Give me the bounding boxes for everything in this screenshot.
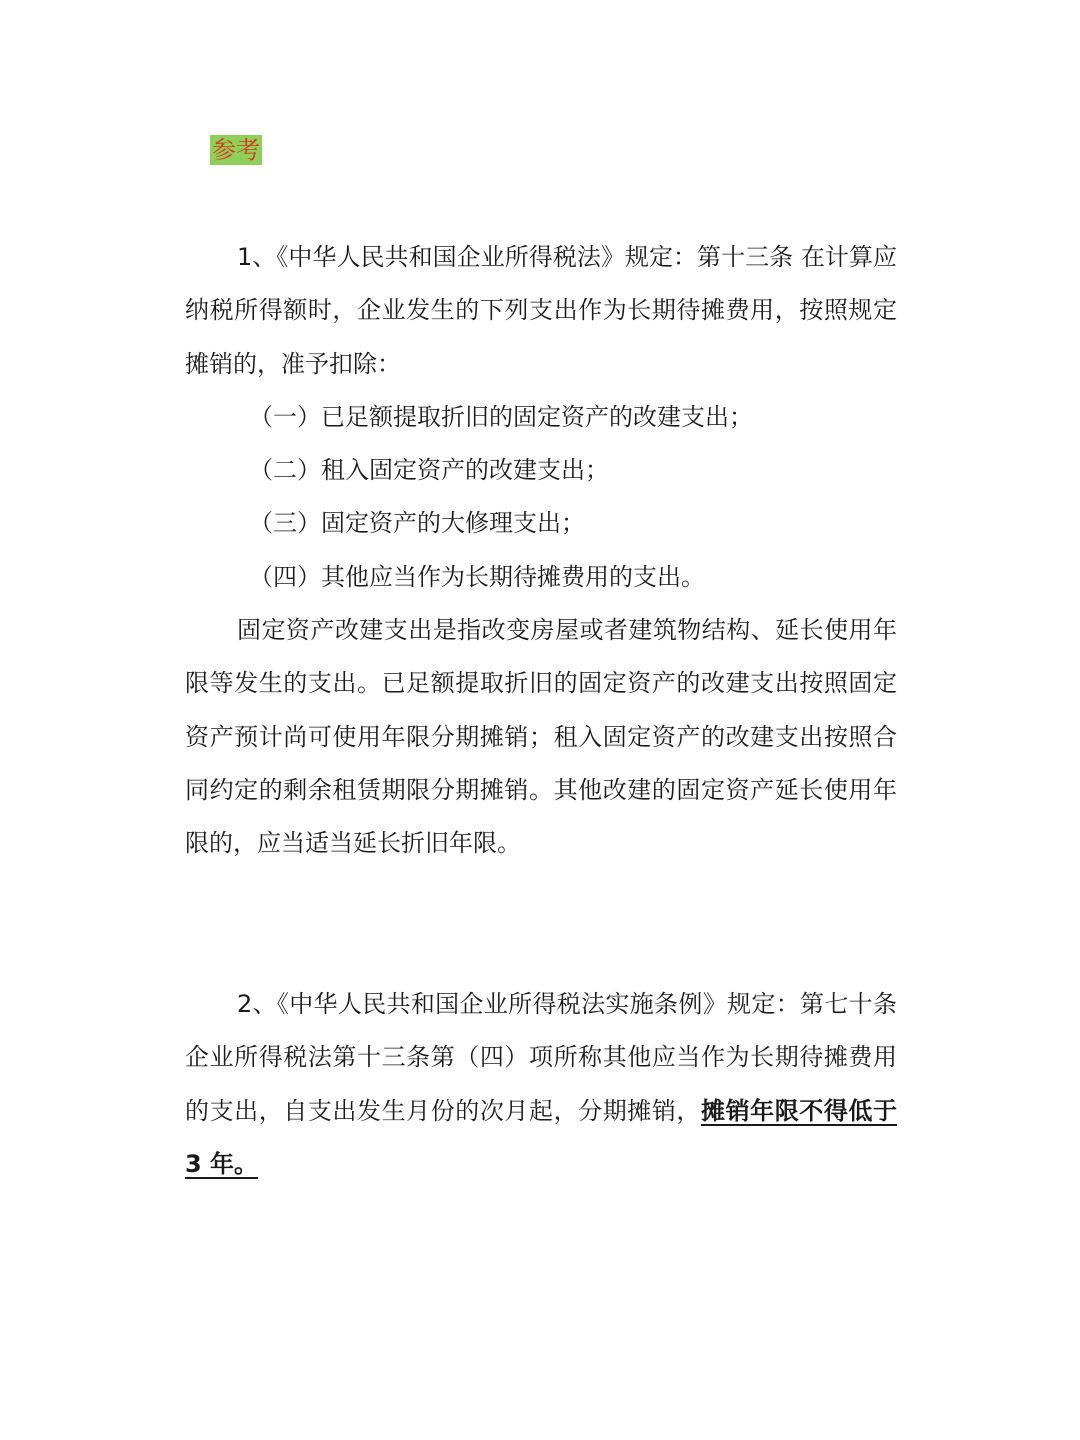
- section-2-text: 2、《中华人民共和国企业所得税法实施条例》规定：第七十条企业所得税法第十三条第（四）项所称其他应当作为长期待摊费用的支出，自支出发生月份的次月起，分期摊销，: [185, 990, 897, 1125]
- section-1-item-4: （四）其他应当作为长期待摊费用的支出。: [249, 562, 705, 591]
- section-1-explanation: 固定资产改建支出是指改变房屋或者建筑物结构、延长使用年限等发生的支出。已足额提取折旧的固定资产的改建支出按照固定资产预计尚可使用年限分期摊销；租入固定资产的改建支出按照合同约定的剩余租赁期限分期摊销。其他改建的固定资产延长使用年限的，应当适当延长折旧年限。: [185, 616, 897, 858]
- section-1-item-2: （二）租入固定资产的改建支出；: [249, 456, 609, 485]
- section-2-paragraph: [185, 978, 897, 1191]
- section-1-item-1: （一）已足额提取折旧的固定资产的改建支出；: [249, 402, 753, 431]
- section-1-intro: 1、《中华人民共和国企业所得税法》规定：第十三条 在计算应纳税所得额时，企业发生的下列支出作为长期待摊费用，按照规定摊销的，准予扣除：: [185, 243, 897, 378]
- section-1-item-3: （三）固定资产的大修理支出；: [249, 509, 585, 538]
- section-2: [185, 978, 897, 1191]
- section-1: [185, 231, 897, 871]
- reference-tag: 参考: [212, 136, 260, 164]
- section-2-emphasis: 摊销年限不得低于 3 年。: [185, 1096, 897, 1178]
